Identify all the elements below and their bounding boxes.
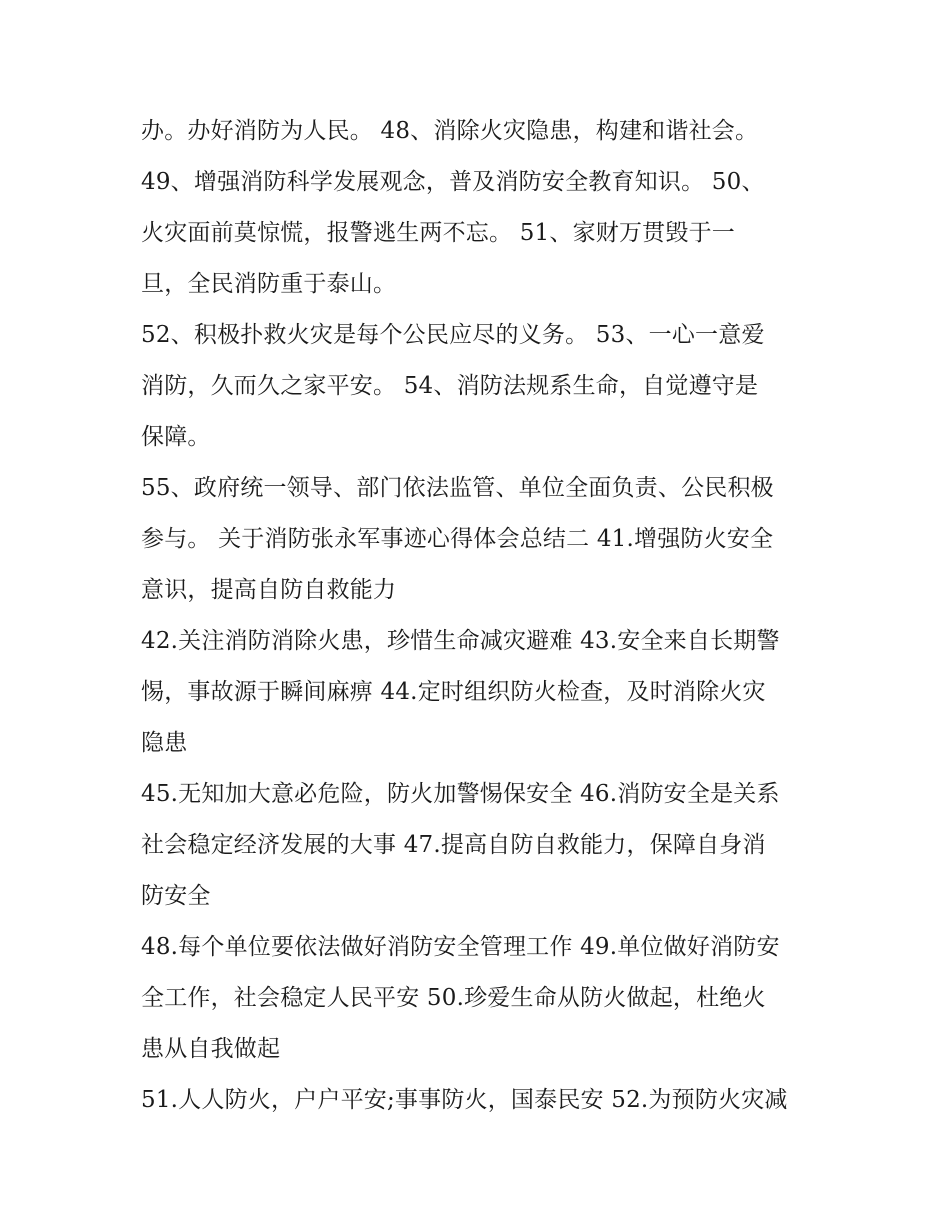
- text-line: 参与。 关于消防张永军事迹心得体会总结二 41.增强防火安全: [141, 526, 774, 552]
- document-body: [141, 106, 841, 1126]
- text-line: 防安全: [141, 883, 211, 909]
- text-line: 旦，全民消防重于泰山。: [141, 271, 397, 297]
- text-line: 火灾面前莫惊慌，报警逃生两不忘。 51、家财万贯毁于一: [141, 220, 735, 246]
- text-line: 全工作，社会稳定人民平安 50.珍爱生命从防火做起，杜绝火: [141, 985, 766, 1011]
- text-line: 49、增强消防科学发展观念，普及消防安全教育知识。 50、: [141, 169, 765, 195]
- text-line: 隐患: [141, 730, 188, 756]
- text-line: 消防，久而久之家平安。 54、消防法规系生命，自觉遵守是: [141, 373, 759, 399]
- text-line: 55、政府统一领导、部门依法监管、单位全面负责、公民积极: [141, 475, 774, 501]
- text-line: 意识，提高自防自救能力: [141, 577, 397, 603]
- text-line: 52、积极扑救火灾是每个公民应尽的义务。 53、一心一意爱: [141, 322, 765, 348]
- text-line: 办。办好消防为人民。 48、消除火灾隐患，构建和谐社会。: [141, 118, 759, 144]
- text-line: 48.每个单位要依法做好消防安全管理工作 49.单位做好消防安: [141, 934, 780, 960]
- text-line: 42.关注消防消除火患，珍惜生命减灾避难 43.安全来自长期警: [141, 628, 780, 654]
- text-line: 惕，事故源于瞬间麻痹 44.定时组织防火检查，及时消除火灾: [141, 679, 766, 705]
- text-line: 社会稳定经济发展的大事 47.提高自防自救能力，保障自身消: [141, 832, 766, 858]
- text-line: 45.无知加大意必危险，防火加警惕保安全 46.消防安全是关系: [141, 781, 780, 807]
- text-line: 保障。: [141, 424, 211, 450]
- text-line: 患从自我做起: [141, 1036, 281, 1062]
- text-line: 51.人人防火，户户平安;事事防火，国泰民安 52.为预防火灾减: [141, 1087, 788, 1113]
